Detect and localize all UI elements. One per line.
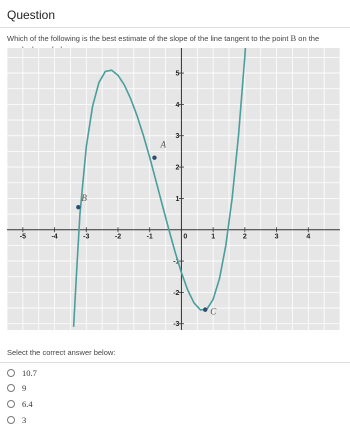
choice-label: 6.4 bbox=[22, 399, 33, 409]
point-a-label: A bbox=[160, 139, 166, 150]
x-tick-label: 2 bbox=[242, 233, 247, 241]
x-tick-label: 3 bbox=[274, 233, 279, 241]
y-tick-label: -2 bbox=[173, 289, 180, 297]
answer-prompt: Select the correct answer below: bbox=[7, 348, 116, 357]
question-text-before: Which of the following is the best estimate of the slope of the line tangent to the point bbox=[7, 34, 291, 43]
x-tick-label: -1 bbox=[146, 233, 153, 241]
choice-label: 9 bbox=[22, 383, 27, 393]
y-tick-label: 5 bbox=[175, 70, 180, 78]
y-tick-label: -3 bbox=[173, 321, 180, 329]
choice-option-2[interactable] bbox=[7, 382, 26, 394]
radio-button[interactable] bbox=[7, 416, 15, 424]
x-tick-label: -2 bbox=[114, 233, 122, 241]
x-tick-label: -4 bbox=[51, 233, 58, 241]
x-tick-label: 4 bbox=[306, 233, 311, 241]
x-tick-label: -3 bbox=[83, 233, 90, 241]
point-b-marker bbox=[76, 205, 80, 209]
y-tick-label: 1 bbox=[175, 195, 180, 203]
question-point-ref: B bbox=[290, 33, 297, 43]
question-title: Question bbox=[7, 8, 56, 22]
question-text-after: on the bbox=[298, 34, 320, 43]
point-c-marker bbox=[203, 307, 207, 311]
choice-option-3[interactable] bbox=[7, 398, 33, 410]
y-tick-label: 2 bbox=[175, 164, 180, 172]
plot-area bbox=[7, 48, 340, 330]
point-c-label: C bbox=[210, 306, 217, 317]
x-tick-label: 0 bbox=[183, 233, 188, 241]
answers-divider bbox=[0, 362, 350, 363]
radio-button[interactable] bbox=[7, 384, 15, 392]
x-tick-label: -5 bbox=[19, 233, 26, 241]
radio-button[interactable] bbox=[7, 400, 15, 408]
y-tick-label: 3 bbox=[175, 133, 180, 141]
choice-option-1[interactable] bbox=[7, 367, 37, 379]
point-a-marker bbox=[152, 155, 156, 159]
choice-label: 3 bbox=[22, 415, 27, 425]
radio-button[interactable] bbox=[7, 369, 15, 377]
header-divider bbox=[0, 27, 350, 28]
x-tick-label: 1 bbox=[211, 233, 216, 241]
function-graph bbox=[0, 48, 350, 338]
y-tick-label: 4 bbox=[175, 101, 180, 109]
choice-label: 10.7 bbox=[22, 368, 37, 378]
y-tick-label: -1 bbox=[173, 258, 180, 266]
choice-option-4[interactable] bbox=[7, 414, 26, 426]
point-b-label: B bbox=[81, 193, 87, 204]
